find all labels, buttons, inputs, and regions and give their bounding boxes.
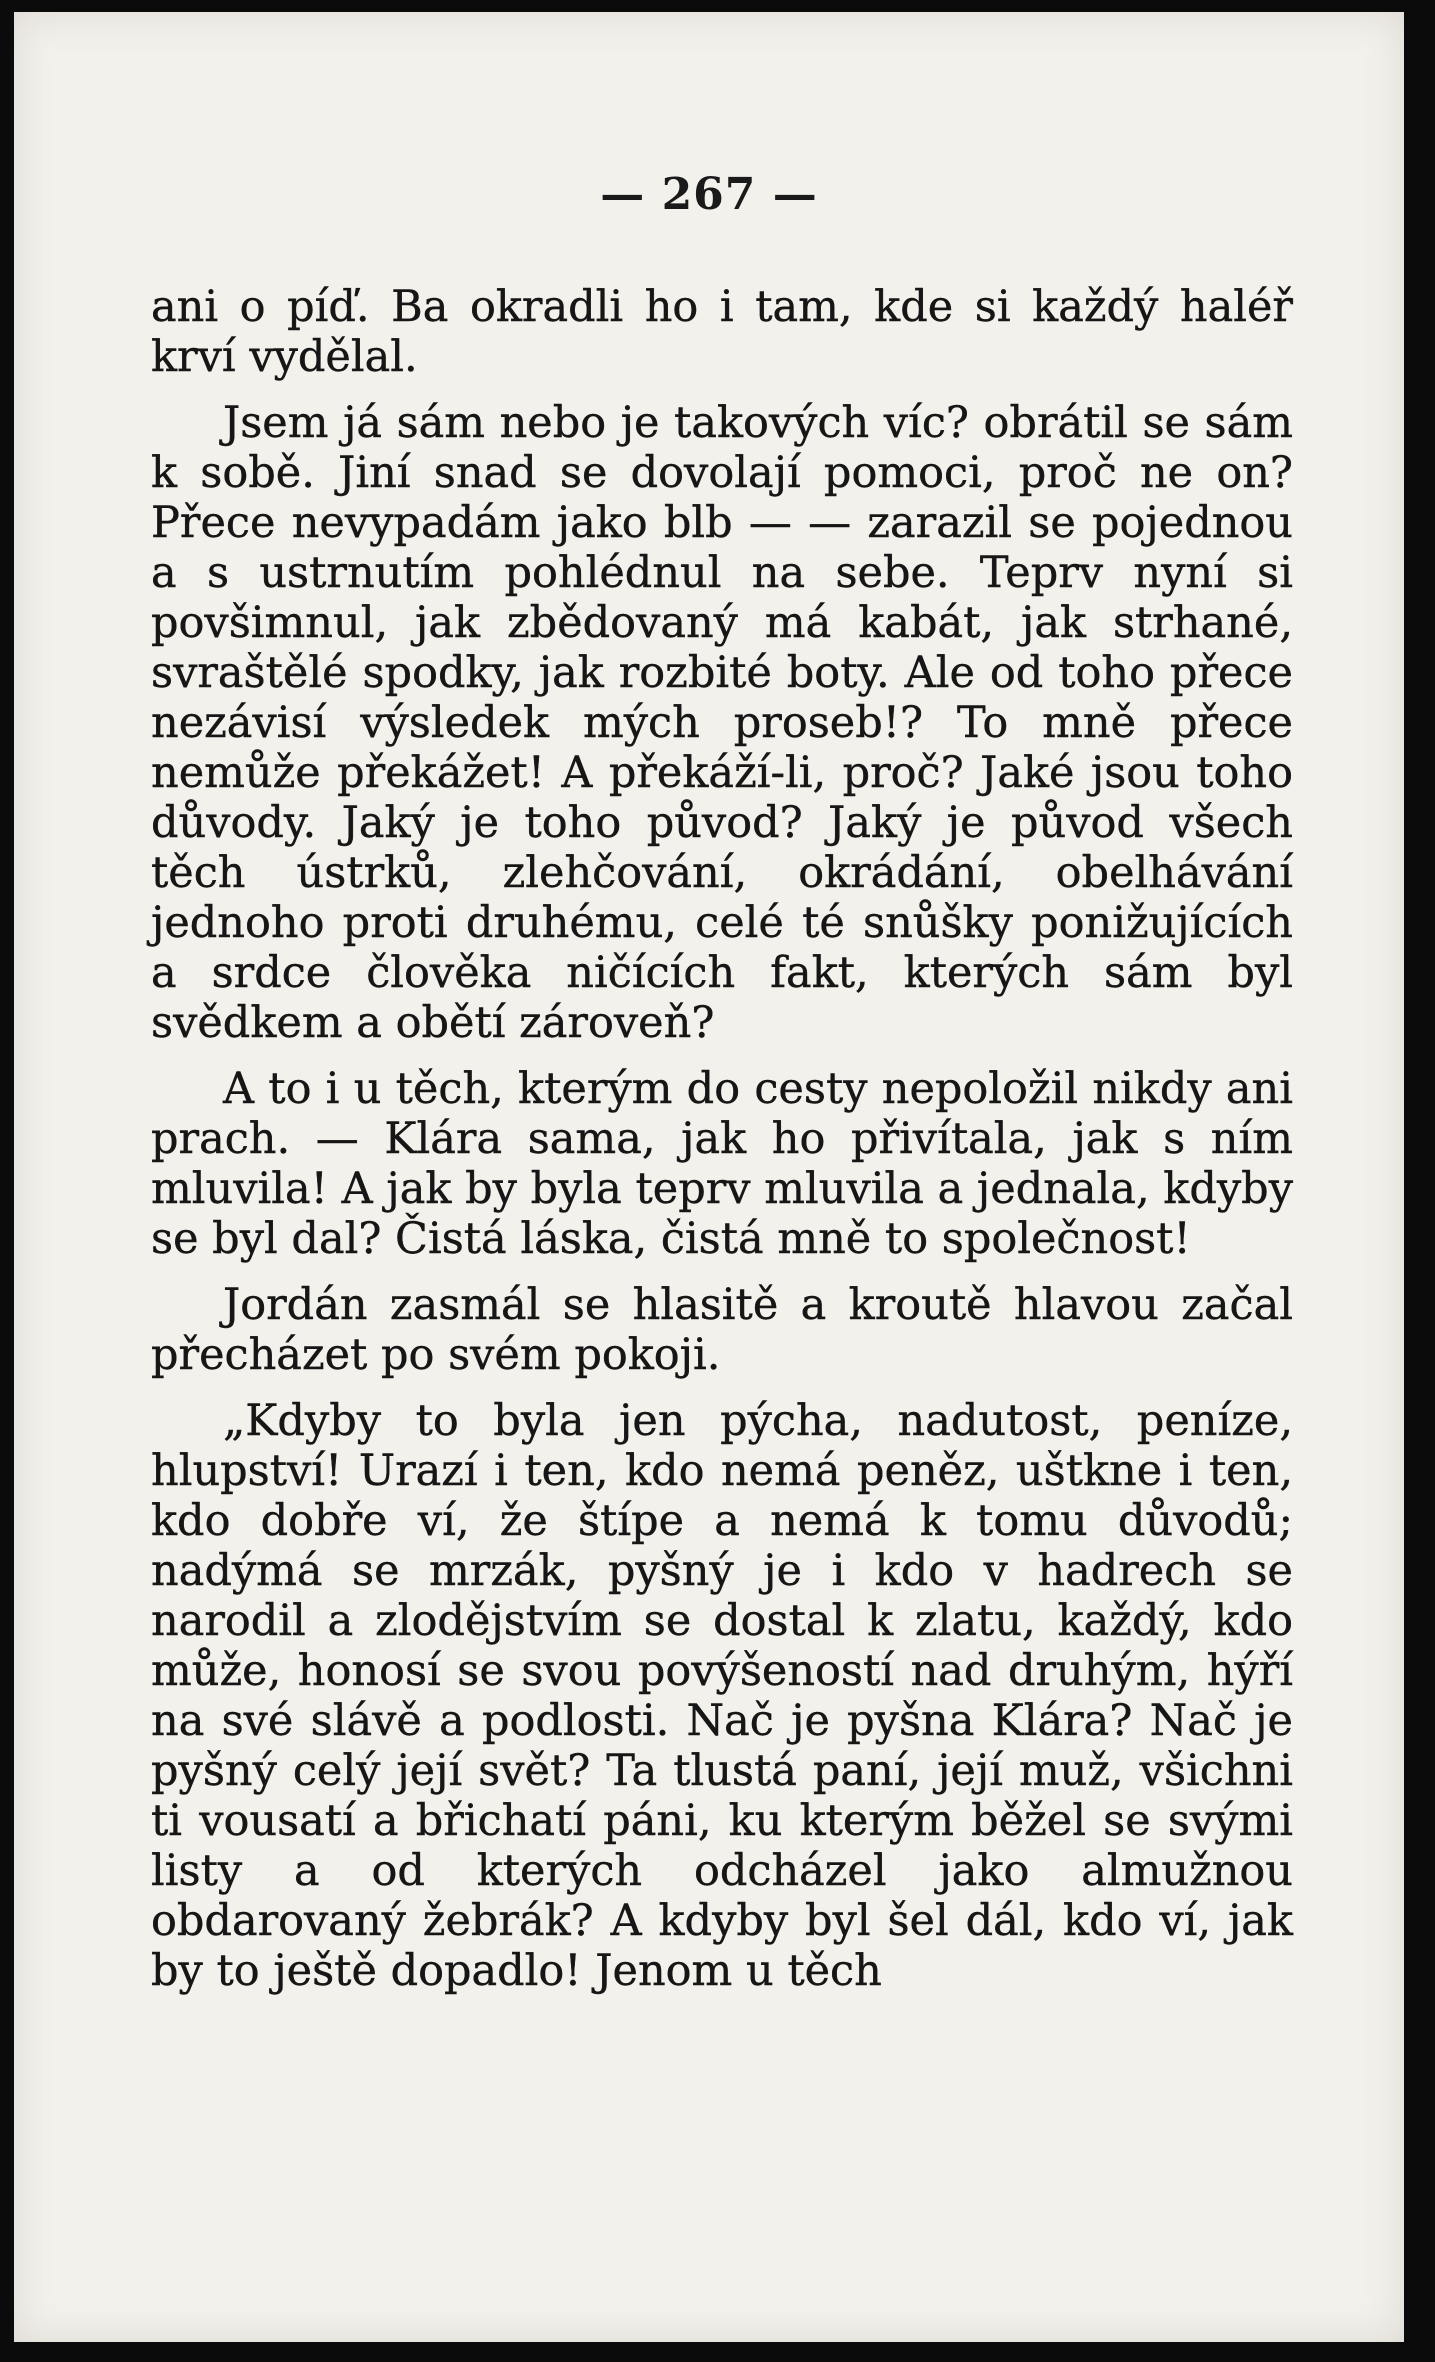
page-number: — 267 — xyxy=(600,169,818,220)
paragraph-4: Jordán zasmál se hlasitě a kroutě hlavou začal přecházet po svém pokoji. xyxy=(151,1280,1293,1380)
page-body xyxy=(151,282,1293,2012)
paragraph-2: Jsem já sám nebo je takových víc? obrátil se sám k sobě. Jiní snad se dovolají pomoci, proč ne on? Přece nevypadám jako blb — — zarazil se pojednou a s ustrnutím pohlédnul na sebe. Teprv nyní si povšimnul, jak zbědovaný má kabát, jak strhané, svraštělé spodky, jak rozbité boty. Ale od toho přece nezávisí výsledek mých proseb!? To mně přece nemůže překážet! A překáží-li, proč? Jaké jsou toho důvody. Jaký je toho původ? Jaký je původ všech těch ústrků, zlehčování, okrádání, obelhávání jednoho proti druhému, celé té snůšky ponižujících a srdce člověka ničících fakt, kterých sám byl svědkem a obětí zároveň? xyxy=(151,398,1293,1048)
book-page xyxy=(14,12,1404,2342)
paragraph-5: „Kdyby to byla jen pýcha, nadutost, peníze, hlupství! Urazí i ten, kdo nemá peněz, uštkne i ten, kdo dobře ví, že štípe a nemá k tomu důvodů; nadýmá se mrzák, pyšný je i kdo v hadrech se narodil a zlodějstvím se dostal k zlatu, každý, kdo může, honosí se svou povýšeností nad druhým, hýří na své slávě a podlosti. Nač je pyšna Klára? Nač je pyšný celý její svět? Ta tlustá paní, její muž, všichni ti vousatí a břichatí páni, ku kterým běžel se svými listy a od kterých odcházel jako almužnou obdarovaný žebrák? A kdyby byl šel dál, kdo ví, jak by to ještě dopadlo! Jenom u těch xyxy=(151,1396,1293,1996)
paragraph-1: ani o píď. Ba okradli ho i tam, kde si každý haléř krví vydělal. xyxy=(151,282,1293,382)
paragraph-3: A to i u těch, kterým do cesty nepoložil nikdy ani prach. — Klára sama, jak ho přivítala, jak s ním mluvila! A jak by byla teprv mluvila a jednala, kdyby se byl dal? Čistá láska, čistá mně to společnost! xyxy=(151,1064,1293,1264)
